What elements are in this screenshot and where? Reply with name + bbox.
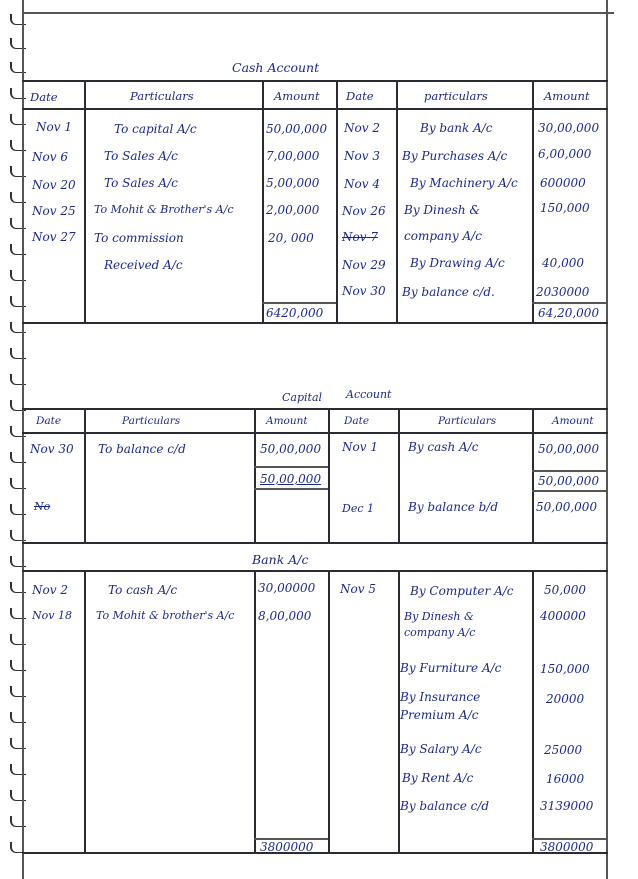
capital-debit-particulars: To balance c/d [98, 442, 186, 456]
bank-credit-amount: 50,000 [544, 583, 586, 597]
spiral-binding [10, 0, 26, 879]
bank-debit-date: Nov 2 [32, 583, 68, 597]
bank-credit-particulars: By Furniture A/c [400, 661, 502, 675]
bank-credit-particulars: Premium A/c [400, 708, 479, 722]
cash-account-title: Cash Account [232, 60, 320, 75]
bank-credit-amount: 16000 [546, 772, 585, 786]
capital-debit-struck: No [34, 500, 51, 513]
cash-credit-date: Nov 3 [344, 149, 380, 163]
capital-header-date2: Date [344, 415, 370, 427]
cash-header-amount2: Amount [544, 89, 590, 103]
bank-credit-date: Nov 5 [340, 582, 376, 596]
bank-debit-total: 3800000 [260, 840, 314, 854]
cash-credit-total: 64,20,000 [538, 306, 600, 320]
cash-credit-amount: 6,00,000 [538, 147, 592, 161]
capital-account-title-2: Account [346, 388, 392, 401]
cash-debit-date: Nov 1 [36, 120, 72, 134]
bank-credit-particulars: By Salary A/c [400, 742, 482, 756]
bank-account-title: Bank A/c [252, 552, 309, 567]
cash-debit-amount: 7,00,000 [266, 149, 320, 163]
capital-credit-date: Nov 1 [342, 440, 378, 454]
cash-credit-particulars: By Purchases A/c [402, 149, 508, 163]
cash-credit-particulars: By bank A/c [420, 121, 493, 135]
cash-credit-particulars: By Machinery A/c [410, 176, 518, 190]
cash-debit-particulars: Received A/c [104, 258, 183, 272]
cash-credit-particulars: By Drawing A/c [410, 256, 505, 270]
bank-debit-particulars: To Mohit & brother's A/c [96, 609, 235, 622]
cash-debit-particulars: To commission [94, 231, 184, 245]
cash-debit-amount: 5,00,000 [266, 176, 320, 190]
bank-credit-particulars: By Rent A/c [402, 771, 474, 785]
cash-header-particulars2: particulars [424, 89, 488, 103]
capital-carry-particulars: By balance b/d [408, 500, 499, 514]
bank-debit-date: Nov 18 [32, 609, 72, 622]
cash-debit-date: Nov 20 [32, 178, 76, 192]
cash-credit-amount: 150,000 [540, 201, 590, 215]
cash-credit-date: Nov 4 [344, 177, 380, 191]
cash-credit-date: Nov 2 [344, 121, 380, 135]
cash-debit-date: Nov 27 [32, 230, 76, 244]
bank-credit-amount: 25000 [544, 743, 583, 757]
capital-header-particulars: Particulars [122, 415, 181, 427]
bank-debit-amount: 8,00,000 [258, 609, 312, 623]
cash-debit-amount: 20, 000 [268, 231, 314, 245]
bank-credit-amount: 3139000 [540, 799, 594, 813]
capital-header-date: Date [36, 415, 62, 427]
cash-debit-particulars: To Sales A/c [104, 176, 178, 190]
cash-credit-amount: 40,000 [542, 256, 584, 270]
capital-credit-particulars: By cash A/c [408, 440, 479, 454]
cash-debit-particulars: To capital A/c [114, 122, 197, 136]
cash-debit-total: 6420,000 [266, 306, 324, 320]
capital-debit-date: Nov 30 [30, 442, 74, 456]
capital-credit-total: 50,00,000 [538, 474, 600, 488]
bank-credit-particulars: By balance c/d [400, 799, 490, 813]
capital-header-particulars2: Particulars [438, 415, 497, 427]
bank-credit-amount: 20000 [546, 692, 585, 706]
bank-credit-amount: 400000 [540, 609, 586, 623]
cash-header-particulars: Particulars [130, 89, 194, 103]
cash-debit-particulars: To Mohit & Brother's A/c [94, 203, 234, 216]
cash-credit-particulars: company A/c [404, 229, 482, 243]
cash-credit-amount: 2030000 [536, 285, 590, 299]
cash-debit-date: Nov 6 [32, 150, 68, 164]
capital-credit-amount: 50,00,000 [538, 442, 600, 456]
cash-credit-amount: 30,00,000 [538, 121, 600, 135]
capital-header-amount: Amount [266, 415, 308, 427]
cash-header-amount: Amount [274, 89, 320, 103]
bank-credit-particulars: By Insurance [400, 690, 481, 704]
bank-credit-amount: 150,000 [540, 662, 590, 676]
cash-debit-particulars: To Sales A/c [104, 149, 178, 163]
cash-header-date2: Date [346, 89, 374, 103]
cash-debit-date: Nov 25 [32, 204, 76, 218]
bank-debit-amount: 30,00000 [258, 581, 316, 595]
capital-carry-date: Dec 1 [342, 502, 374, 515]
bank-credit-particulars: By Dinesh & [404, 610, 474, 623]
bank-credit-particulars: By Computer A/c [410, 584, 514, 598]
cash-credit-date: Nov 30 [342, 284, 386, 298]
capital-header-amount2: Amount [552, 415, 594, 427]
capital-carry-amount: 50,00,000 [536, 500, 598, 514]
cash-credit-amount: 600000 [540, 176, 586, 190]
cash-debit-amount: 50,00,000 [266, 122, 328, 136]
bank-credit-total: 3800000 [540, 840, 594, 854]
cash-debit-amount: 2,00,000 [266, 203, 320, 217]
cash-credit-date: Nov 29 [342, 258, 386, 272]
capital-account-title: Capital [282, 391, 323, 404]
capital-debit-total: 50,00,000 [260, 472, 322, 486]
bank-debit-particulars: To cash A/c [108, 583, 178, 597]
cash-credit-particulars: By Dinesh & [404, 203, 481, 217]
capital-debit-amount: 50,00,000 [260, 442, 322, 456]
cash-credit-date-struck: Nov 7 [342, 230, 378, 244]
cash-credit-particulars: By balance c/d. [402, 285, 495, 299]
cash-credit-date: Nov 26 [342, 204, 386, 218]
bank-credit-particulars: company A/c [404, 626, 476, 639]
cash-header-date: Date [30, 90, 58, 104]
